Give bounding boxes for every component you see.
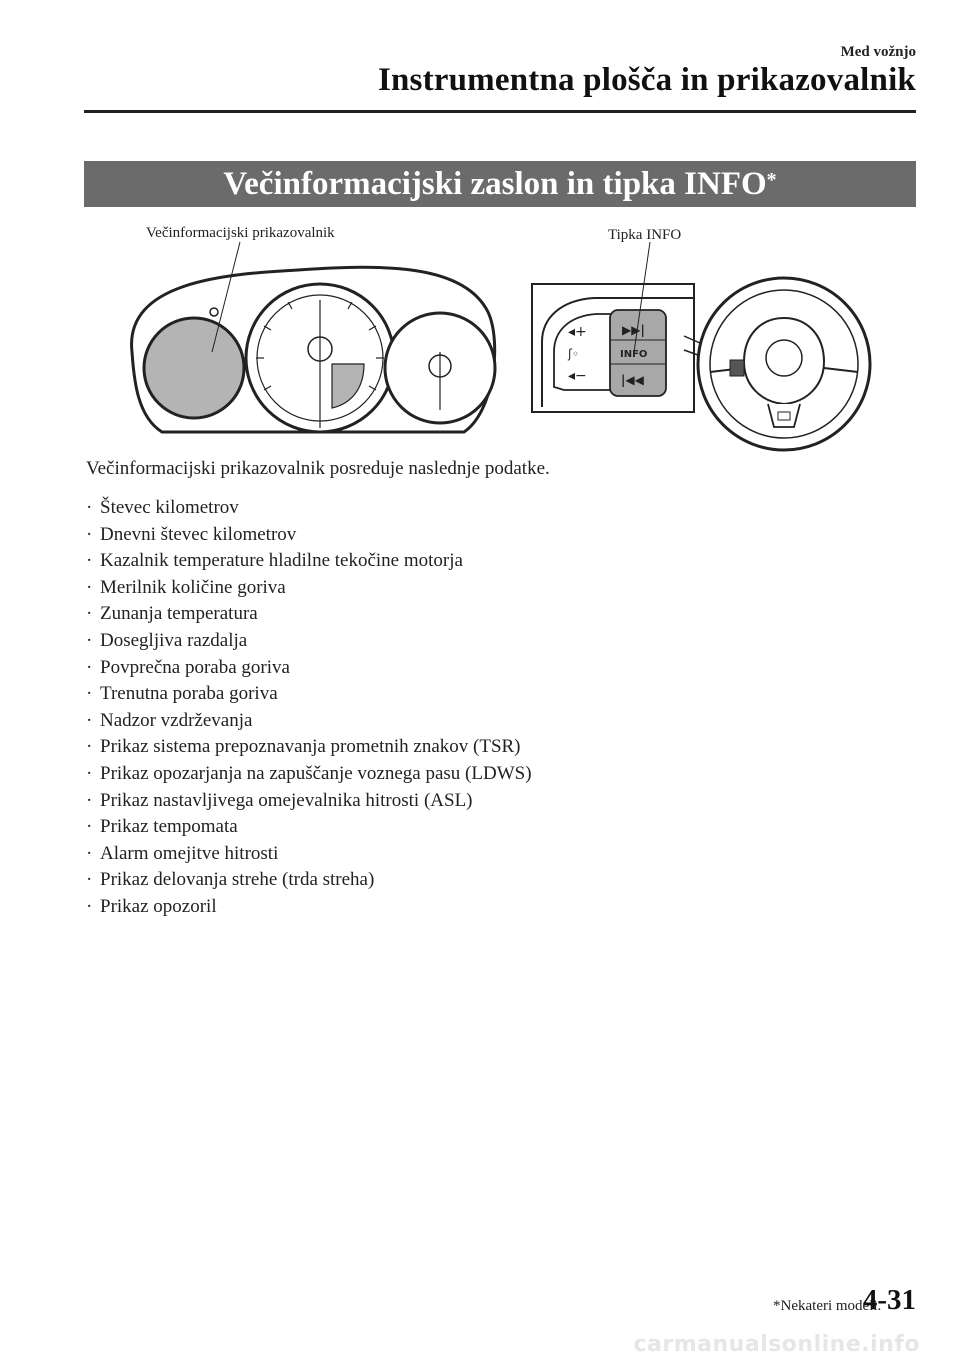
list-item-text: Merilnik količine goriva [100,576,286,598]
bullet-mark: · [86,576,93,598]
label-multi-info-display: Večinformacijski prikazovalnik [146,225,335,241]
info-items-list [86,495,532,921]
bullet-mark: · [86,550,93,572]
list-item [86,681,532,708]
watermark-logo: carmanualsonline.info [633,1331,920,1357]
bullet-mark: · [86,762,93,784]
cluster-illustration [84,212,916,452]
list-item [86,575,532,602]
bullet-mark: · [86,683,93,705]
list-item [86,628,532,655]
bullet-mark: · [86,895,93,917]
bullet-mark: · [86,709,93,731]
list-item-text: Prikaz tempomata [100,816,238,838]
svg-text:◂−: ◂− [568,368,587,384]
list-item-text: Prikaz opozarjanja na zapuščanje voznega pasu (LDWS) [100,762,532,784]
list-item-text: Zunanja temperatura [100,603,258,625]
list-item [86,495,532,522]
bullet-mark: · [86,736,93,758]
list-item [86,522,532,549]
info-button-text: INFO [620,349,648,360]
page-number: 4-31 [862,1284,916,1316]
bullet-mark: · [86,869,93,891]
label-info-button: Tipka INFO [608,227,682,243]
list-item-text: Dosegljiva razdalja [100,629,248,651]
list-item [86,708,532,735]
trip-knob [210,308,218,316]
list-item [86,655,532,682]
wheel-switch-highlight [730,360,744,376]
list-item-text: Prikaz delovanja strehe (trda streha) [100,869,375,891]
svg-text:◂+: ◂+ [568,324,587,340]
list-item-text: Trenutna poraba goriva [100,683,278,705]
list-item [86,548,532,575]
list-item [86,761,532,788]
list-item-text: Prikaz nastavljivega omejevalnika hitrosti (ASL) [100,789,473,811]
footnote: *Nekateri modeli. [773,1298,882,1314]
bullet-mark: · [86,842,93,864]
list-item [86,867,532,894]
list-item-text: Povprečna poraba goriva [100,656,290,678]
instrument-cluster-figure [84,212,916,452]
list-item-text: Dnevni števec kilometrov [100,523,297,545]
section-title: Večinformacijski zaslon in tipka INFO [223,165,767,202]
bullet-mark: · [86,497,93,518]
list-item-text: Nadzor vzdrževanja [100,709,253,731]
list-item [86,841,532,868]
list-item-text: Števec kilometrov [100,497,239,518]
bullet-mark: · [86,603,93,625]
svg-text:▶▶|: ▶▶| [622,323,645,337]
svg-text:|◀◀: |◀◀ [621,373,644,387]
bullet-mark: · [86,789,93,811]
section-title-banner [84,161,916,207]
list-item [86,894,532,921]
list-item-text: Prikaz sistema prepoznavanja prometnih znakov (TSR) [100,736,521,758]
bullet-mark: · [86,523,93,545]
chapter-label: Med vožnjo [840,44,916,60]
list-item-text: Kazalnik temperature hladilne tekočine motorja [100,550,463,572]
list-item-text: Prikaz opozoril [100,895,217,917]
section-title-mark: * [766,168,777,191]
list-item [86,734,532,761]
bullet-mark: · [86,656,93,678]
multi-info-display [144,318,244,418]
list-item [86,601,532,628]
header-divider [84,110,916,113]
svg-text:ʃ◦: ʃ◦ [568,347,580,361]
list-item [86,814,532,841]
page-header-title: Instrumentna plošča in prikazovalnik [377,62,916,98]
list-item [86,788,532,815]
list-item-text: Alarm omejitve hitrosti [100,842,279,864]
bullet-mark: · [86,629,93,651]
bullet-mark: · [86,816,93,838]
intro-paragraph: Večinformacijski prikazovalnik posreduje naslednje podatke. [86,458,550,479]
